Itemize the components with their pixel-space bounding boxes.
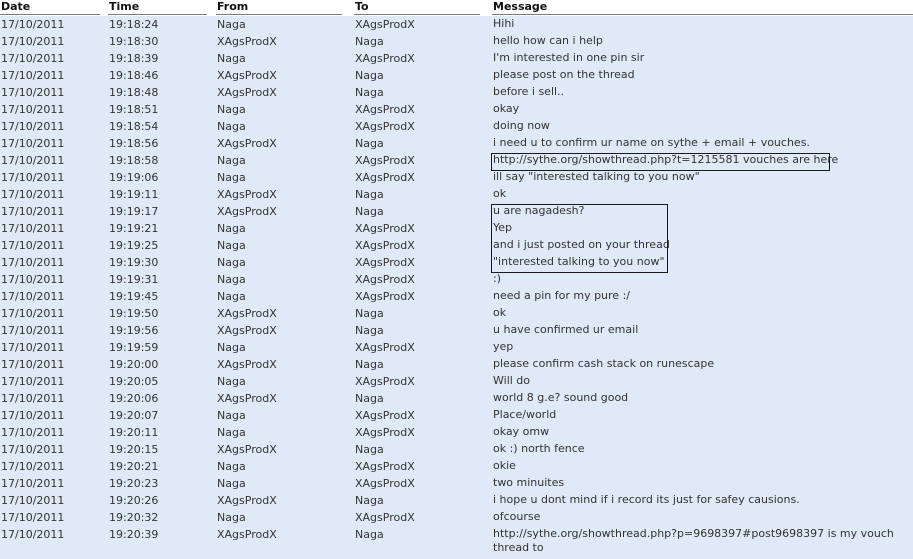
cell-date: 17/10/2011 bbox=[1, 205, 65, 218]
cell-time: 19:18:30 bbox=[109, 35, 159, 48]
table-row[interactable] bbox=[0, 424, 913, 441]
cell-to: Naga bbox=[355, 358, 384, 371]
table-row[interactable] bbox=[0, 152, 913, 169]
cell-message: okay bbox=[493, 102, 520, 115]
cell-message: i hope u dont mind if i record its just for safey causions. bbox=[493, 493, 800, 506]
cell-date: 17/10/2011 bbox=[1, 477, 65, 490]
cell-from: XAgsProdX bbox=[217, 205, 277, 218]
cell-message: doing now bbox=[493, 119, 550, 132]
table-row[interactable] bbox=[0, 33, 913, 50]
cell-time: 19:20:06 bbox=[109, 392, 159, 405]
cell-from: XAgsProdX bbox=[217, 137, 277, 150]
cell-to: XAgsProdX bbox=[355, 171, 415, 184]
cell-message: need a pin for my pure :/ bbox=[493, 289, 630, 302]
cell-from: Naga bbox=[217, 256, 246, 269]
cell-time: 19:20:21 bbox=[109, 460, 159, 473]
cell-date: 17/10/2011 bbox=[1, 154, 65, 167]
cell-message: u have confirmed ur email bbox=[493, 323, 639, 336]
table-row[interactable] bbox=[0, 356, 913, 373]
table-row[interactable] bbox=[0, 475, 913, 492]
cell-message: yep bbox=[493, 340, 514, 353]
table-row[interactable] bbox=[0, 271, 913, 288]
table-row[interactable] bbox=[0, 135, 913, 152]
cell-date: 17/10/2011 bbox=[1, 239, 65, 252]
cell-date: 17/10/2011 bbox=[1, 511, 65, 524]
table-row[interactable] bbox=[0, 322, 913, 339]
cell-to: XAgsProdX bbox=[355, 460, 415, 473]
cell-message: ill say "interested talking to you now" bbox=[493, 170, 700, 183]
table-row[interactable] bbox=[0, 220, 913, 237]
cell-time: 19:19:31 bbox=[109, 273, 159, 286]
table-row[interactable] bbox=[0, 84, 913, 101]
cell-date: 17/10/2011 bbox=[1, 290, 65, 303]
cell-to: Naga bbox=[355, 86, 384, 99]
cell-message: please confirm cash stack on runescape bbox=[493, 357, 715, 370]
cell-to: Naga bbox=[355, 205, 384, 218]
table-row[interactable] bbox=[0, 254, 913, 271]
cell-to: XAgsProdX bbox=[355, 273, 415, 286]
cell-message: Hihi bbox=[493, 17, 515, 30]
cell-time: 19:19:11 bbox=[109, 188, 159, 201]
cell-message: Yep bbox=[493, 221, 513, 234]
cell-date: 17/10/2011 bbox=[1, 324, 65, 337]
column-header-from[interactable]: From bbox=[216, 0, 342, 15]
cell-time: 19:19:45 bbox=[109, 290, 159, 303]
cell-to: XAgsProdX bbox=[355, 290, 415, 303]
cell-from: Naga bbox=[217, 154, 246, 167]
cell-from: XAgsProdX bbox=[217, 528, 277, 541]
cell-date: 17/10/2011 bbox=[1, 256, 65, 269]
cell-to: XAgsProdX bbox=[355, 103, 415, 116]
cell-from: Naga bbox=[217, 375, 246, 388]
cell-date: 17/10/2011 bbox=[1, 103, 65, 116]
cell-time: 19:18:46 bbox=[109, 69, 159, 82]
table-row[interactable] bbox=[0, 407, 913, 424]
cell-date: 17/10/2011 bbox=[1, 222, 65, 235]
table-row[interactable] bbox=[0, 526, 913, 558]
cell-to: XAgsProdX bbox=[355, 409, 415, 422]
cell-message: please post on the thread bbox=[493, 68, 635, 81]
cell-time: 19:18:24 bbox=[109, 18, 159, 31]
cell-message: ofcourse bbox=[493, 510, 541, 523]
cell-message: u are nagadesh? bbox=[493, 204, 585, 217]
cell-time: 19:19:56 bbox=[109, 324, 159, 337]
table-row[interactable] bbox=[0, 16, 913, 33]
cell-time: 19:19:59 bbox=[109, 341, 159, 354]
cell-message: before i sell.. bbox=[493, 85, 565, 98]
cell-from: XAgsProdX bbox=[217, 443, 277, 456]
cell-date: 17/10/2011 bbox=[1, 52, 65, 65]
cell-time: 19:18:54 bbox=[109, 120, 159, 133]
table-row[interactable] bbox=[0, 305, 913, 322]
cell-message: okay omw bbox=[493, 425, 550, 438]
cell-to: XAgsProdX bbox=[355, 341, 415, 354]
cell-time: 19:20:05 bbox=[109, 375, 159, 388]
cell-date: 17/10/2011 bbox=[1, 494, 65, 507]
cell-from: Naga bbox=[217, 239, 246, 252]
cell-from: Naga bbox=[217, 18, 246, 31]
cell-date: 17/10/2011 bbox=[1, 528, 65, 541]
cell-message: world 8 g.e? sound good bbox=[493, 391, 629, 404]
table-row[interactable] bbox=[0, 118, 913, 135]
cell-message: ok bbox=[493, 187, 507, 200]
cell-from: Naga bbox=[217, 52, 246, 65]
cell-from: XAgsProdX bbox=[217, 35, 277, 48]
table-row[interactable] bbox=[0, 203, 913, 220]
cell-date: 17/10/2011 bbox=[1, 460, 65, 473]
cell-from: Naga bbox=[217, 103, 246, 116]
cell-message: http://sythe.org/showthread.php?p=9698397#post9698397 is my vouch thread to bbox=[493, 527, 894, 554]
cell-date: 17/10/2011 bbox=[1, 18, 65, 31]
cell-time: 19:20:39 bbox=[109, 528, 159, 541]
cell-date: 17/10/2011 bbox=[1, 358, 65, 371]
cell-from: Naga bbox=[217, 120, 246, 133]
cell-to: XAgsProdX bbox=[355, 222, 415, 235]
table-row[interactable] bbox=[0, 509, 913, 526]
cell-from: Naga bbox=[217, 477, 246, 490]
cell-time: 19:20:00 bbox=[109, 358, 159, 371]
cell-time: 19:18:58 bbox=[109, 154, 159, 167]
cell-date: 17/10/2011 bbox=[1, 188, 65, 201]
cell-time: 19:19:30 bbox=[109, 256, 159, 269]
cell-message: :) bbox=[493, 272, 501, 285]
table-row[interactable] bbox=[0, 339, 913, 356]
cell-date: 17/10/2011 bbox=[1, 171, 65, 184]
cell-time: 19:20:32 bbox=[109, 511, 159, 524]
cell-message: two minuites bbox=[493, 476, 565, 489]
cell-time: 19:19:21 bbox=[109, 222, 159, 235]
cell-to: Naga bbox=[355, 392, 384, 405]
cell-time: 19:20:11 bbox=[109, 426, 159, 439]
table-row[interactable] bbox=[0, 373, 913, 390]
cell-date: 17/10/2011 bbox=[1, 69, 65, 82]
cell-time: 19:20:23 bbox=[109, 477, 159, 490]
cell-message: hello how can i help bbox=[493, 34, 603, 47]
cell-to: XAgsProdX bbox=[355, 154, 415, 167]
cell-to: Naga bbox=[355, 188, 384, 201]
cell-from: XAgsProdX bbox=[217, 494, 277, 507]
table-row[interactable] bbox=[0, 390, 913, 407]
cell-message: Will do bbox=[493, 374, 531, 387]
cell-date: 17/10/2011 bbox=[1, 120, 65, 133]
cell-to: XAgsProdX bbox=[355, 256, 415, 269]
cell-message: okie bbox=[493, 459, 516, 472]
table-row[interactable] bbox=[0, 186, 913, 203]
cell-message: i need u to confirm ur name on sythe + email + vouches. bbox=[493, 136, 810, 149]
cell-from: XAgsProdX bbox=[217, 392, 277, 405]
cell-date: 17/10/2011 bbox=[1, 443, 65, 456]
cell-to: Naga bbox=[355, 137, 384, 150]
cell-to: Naga bbox=[355, 443, 384, 456]
cell-from: Naga bbox=[217, 426, 246, 439]
column-header-message[interactable]: Message bbox=[492, 0, 913, 15]
cell-from: XAgsProdX bbox=[217, 307, 277, 320]
cell-time: 19:20:15 bbox=[109, 443, 159, 456]
cell-date: 17/10/2011 bbox=[1, 409, 65, 422]
cell-date: 17/10/2011 bbox=[1, 426, 65, 439]
column-header-to[interactable]: To bbox=[354, 0, 480, 15]
cell-from: Naga bbox=[217, 511, 246, 524]
cell-from: Naga bbox=[217, 171, 246, 184]
table-row[interactable] bbox=[0, 169, 913, 186]
cell-from: XAgsProdX bbox=[217, 86, 277, 99]
cell-time: 19:20:26 bbox=[109, 494, 159, 507]
cell-date: 17/10/2011 bbox=[1, 341, 65, 354]
cell-from: Naga bbox=[217, 222, 246, 235]
cell-time: 19:20:07 bbox=[109, 409, 159, 422]
cell-to: XAgsProdX bbox=[355, 239, 415, 252]
cell-to: XAgsProdX bbox=[355, 426, 415, 439]
table-row[interactable] bbox=[0, 101, 913, 118]
cell-message: "interested talking to you now" bbox=[493, 255, 665, 268]
cell-to: XAgsProdX bbox=[355, 477, 415, 490]
cell-to: Naga bbox=[355, 307, 384, 320]
cell-message: I'm interested in one pin sir bbox=[493, 51, 645, 64]
cell-time: 19:19:06 bbox=[109, 171, 159, 184]
cell-from: XAgsProdX bbox=[217, 324, 277, 337]
cell-date: 17/10/2011 bbox=[1, 307, 65, 320]
cell-to: Naga bbox=[355, 528, 384, 541]
cell-message: http://sythe.org/showthread.php?t=1215581 vouches are here bbox=[493, 153, 839, 166]
cell-date: 17/10/2011 bbox=[1, 375, 65, 388]
cell-from: XAgsProdX bbox=[217, 69, 277, 82]
cell-to: Naga bbox=[355, 35, 384, 48]
cell-message: and i just posted on your thread bbox=[493, 238, 670, 251]
cell-to: XAgsProdX bbox=[355, 18, 415, 31]
cell-message: ok :) north fence bbox=[493, 442, 585, 455]
table-row[interactable] bbox=[0, 492, 913, 509]
cell-date: 17/10/2011 bbox=[1, 392, 65, 405]
cell-from: Naga bbox=[217, 341, 246, 354]
cell-time: 19:18:39 bbox=[109, 52, 159, 65]
cell-time: 19:18:51 bbox=[109, 103, 159, 116]
cell-from: XAgsProdX bbox=[217, 358, 277, 371]
cell-from: Naga bbox=[217, 290, 246, 303]
cell-date: 17/10/2011 bbox=[1, 86, 65, 99]
cell-message: ok bbox=[493, 306, 507, 319]
column-header-time[interactable]: Time bbox=[108, 0, 207, 15]
cell-from: Naga bbox=[217, 460, 246, 473]
table-row[interactable] bbox=[0, 441, 913, 458]
message-log-table bbox=[0, 16, 913, 559]
cell-time: 19:18:48 bbox=[109, 86, 159, 99]
cell-time: 19:19:17 bbox=[109, 205, 159, 218]
cell-to: XAgsProdX bbox=[355, 120, 415, 133]
cell-time: 19:18:56 bbox=[109, 137, 159, 150]
cell-to: Naga bbox=[355, 494, 384, 507]
cell-from: Naga bbox=[217, 273, 246, 286]
cell-to: XAgsProdX bbox=[355, 375, 415, 388]
cell-to: Naga bbox=[355, 324, 384, 337]
cell-to: Naga bbox=[355, 69, 384, 82]
cell-message: Place/world bbox=[493, 408, 557, 421]
cell-date: 17/10/2011 bbox=[1, 137, 65, 150]
column-header-bar bbox=[0, 0, 913, 16]
table-row[interactable] bbox=[0, 237, 913, 254]
table-row[interactable] bbox=[0, 50, 913, 67]
column-header-date[interactable]: Date bbox=[0, 0, 100, 15]
table-row[interactable] bbox=[0, 288, 913, 305]
cell-time: 19:19:50 bbox=[109, 307, 159, 320]
cell-date: 17/10/2011 bbox=[1, 35, 65, 48]
cell-time: 19:19:25 bbox=[109, 239, 159, 252]
cell-to: XAgsProdX bbox=[355, 511, 415, 524]
table-row[interactable] bbox=[0, 458, 913, 475]
table-row[interactable] bbox=[0, 67, 913, 84]
cell-from: XAgsProdX bbox=[217, 188, 277, 201]
cell-date: 17/10/2011 bbox=[1, 273, 65, 286]
cell-to: XAgsProdX bbox=[355, 52, 415, 65]
cell-from: Naga bbox=[217, 409, 246, 422]
